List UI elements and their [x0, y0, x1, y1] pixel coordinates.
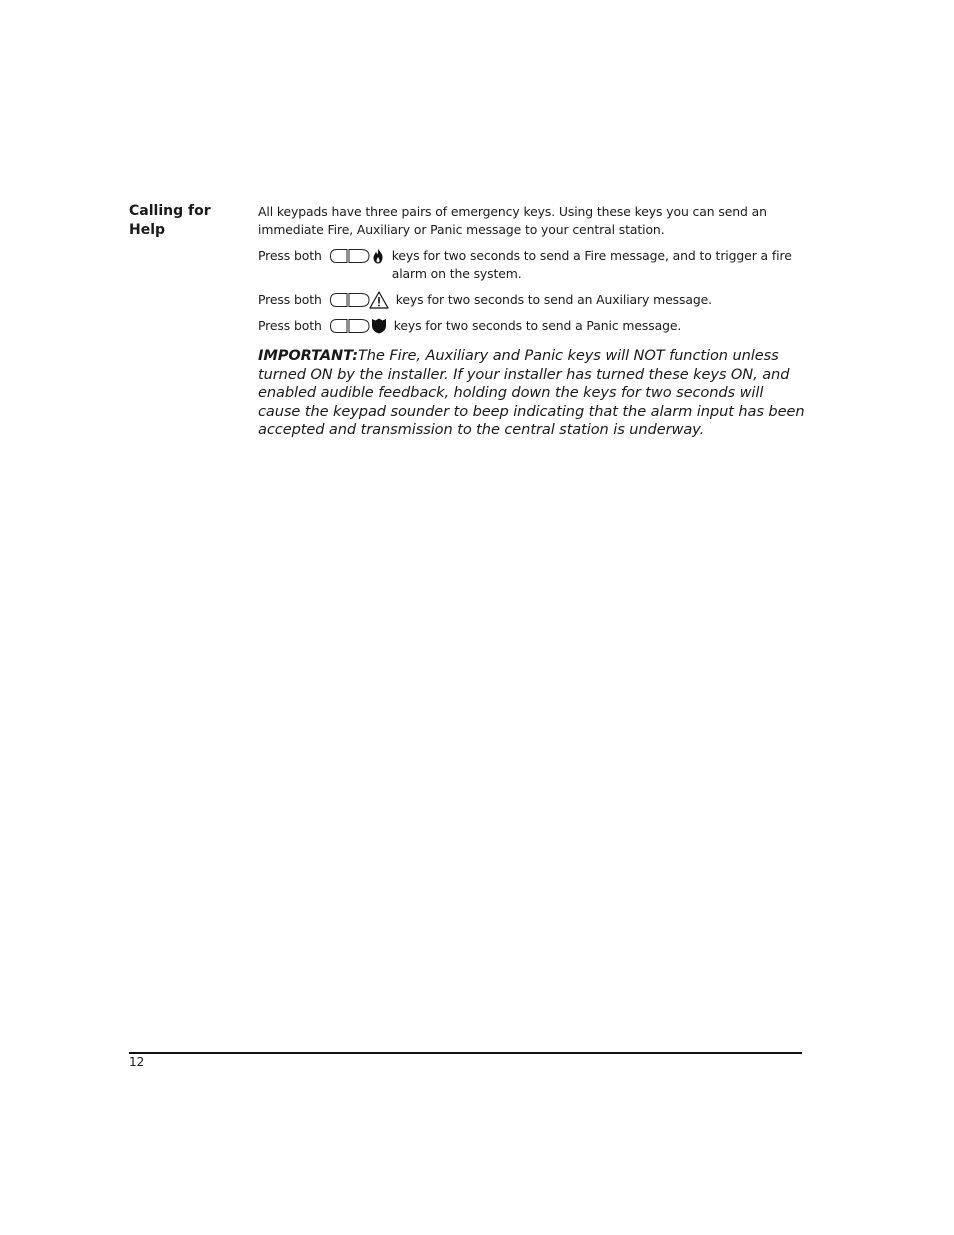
- press-both-label: Press both: [258, 292, 322, 307]
- fire-key-text: keys for two seconds to send a Fire message, and to trigger a fire alarm on the system.: [391, 248, 792, 281]
- intro-paragraph: All keypads have three pairs of emergency keys. Using these keys you can send an immediate Fire, Auxiliary or Panic message to your central station.: [258, 204, 767, 237]
- fire-instruction: [258, 247, 806, 283]
- press-both-label: Press both: [258, 318, 322, 333]
- important-label: IMPORTANT:: [258, 347, 358, 364]
- shield-icon: [371, 318, 387, 334]
- panic-instruction: [258, 317, 806, 335]
- auxiliary-key-pair: [329, 291, 389, 309]
- section-body: [258, 203, 806, 454]
- section-heading: Calling for Help: [129, 203, 211, 238]
- important-text: The Fire, Auxiliary and Panic keys will NOT function unless turned ON by the installer. If your installer has turned these keys ON, and enabled audible feedback, holding down the keys for two seconds will cause the keypad sounder to beep indicating that the alarm input has been accepted and transmission to the central station is underway.: [258, 347, 805, 438]
- page-number: 12: [129, 1055, 145, 1069]
- important-note: [258, 347, 806, 440]
- panic-key-pair: [329, 317, 387, 335]
- fire-key-pair: [329, 247, 385, 265]
- panic-key-text: keys for two seconds to send a Panic message.: [393, 318, 682, 333]
- flame-icon: [371, 248, 385, 264]
- auxiliary-key-text: keys for two seconds to send an Auxiliary message.: [395, 292, 712, 307]
- auxiliary-instruction: [258, 291, 806, 309]
- warning-triangle-icon: [369, 291, 389, 309]
- footer-rule: [129, 1052, 802, 1054]
- press-both-label: Press both: [258, 248, 322, 263]
